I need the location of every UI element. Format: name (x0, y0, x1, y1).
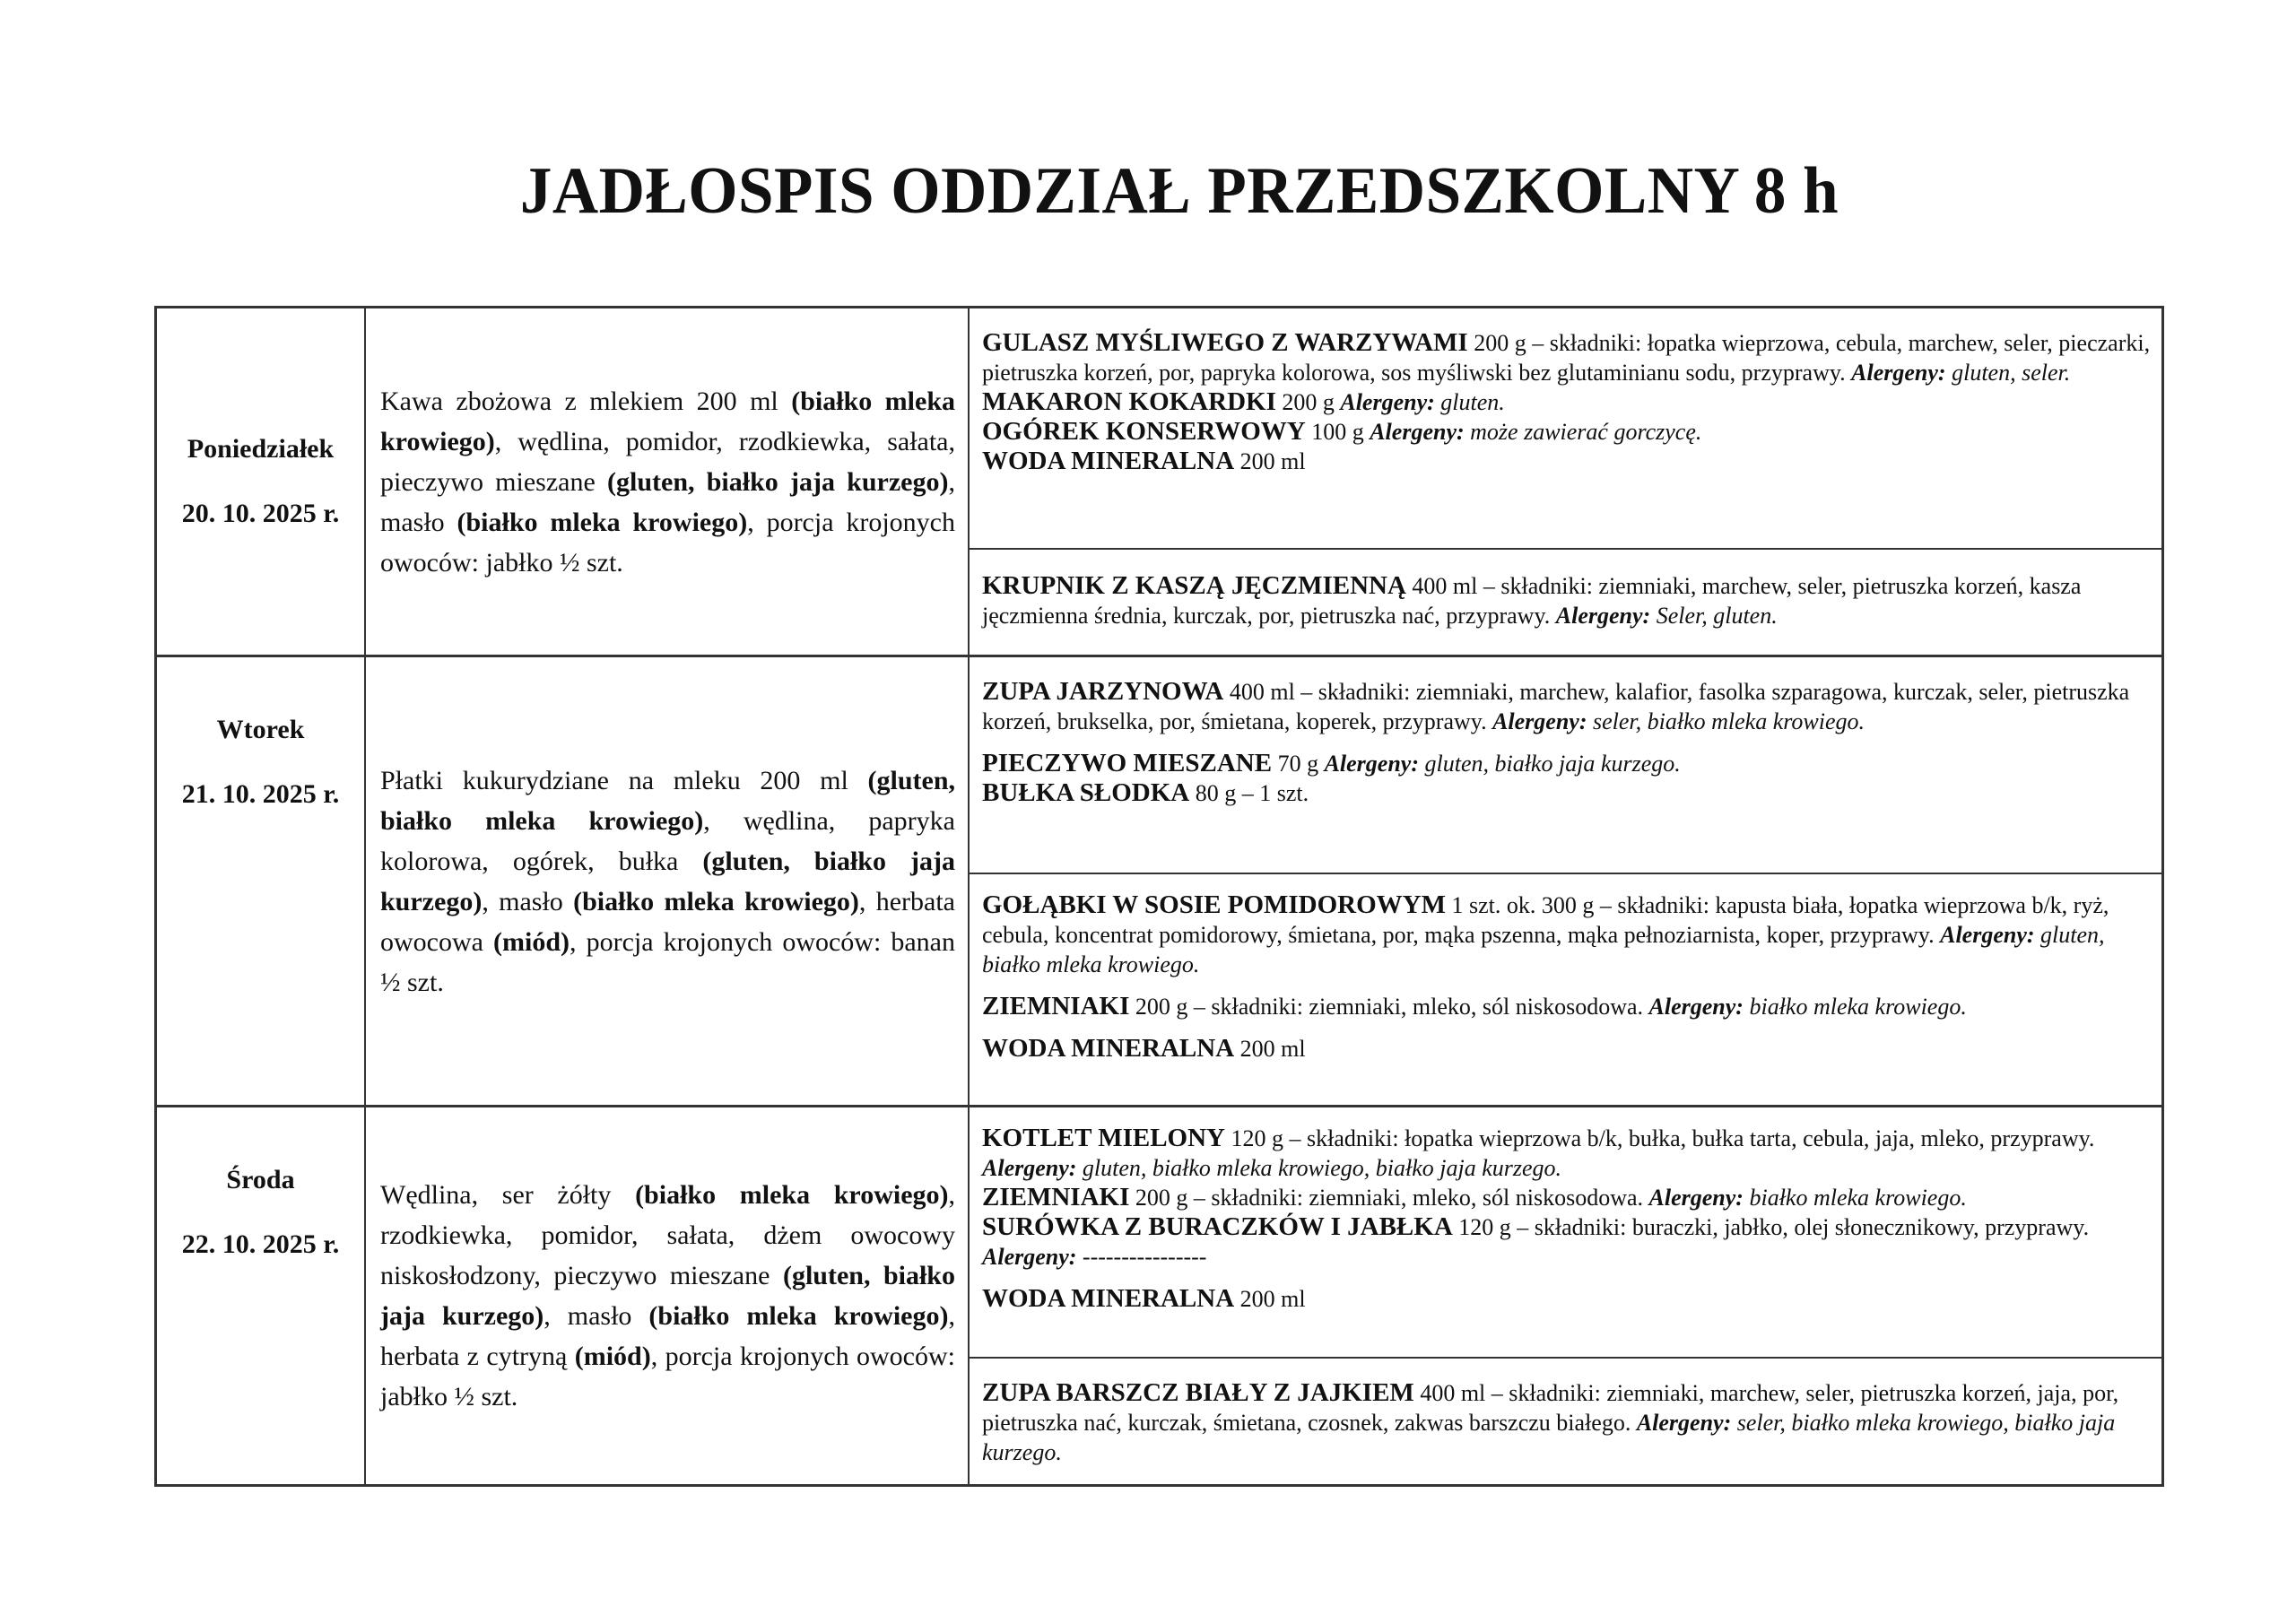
allergen-label: Alergeny: (982, 1155, 1077, 1181)
day-row-wednesday (157, 1107, 2161, 1484)
allergen-label: Alergeny: (1636, 1410, 1732, 1436)
dish-details: 200 g – składniki: ziemniaki, mleko, sól niskosodowa. (1129, 994, 1649, 1020)
day-cell (157, 657, 366, 1105)
dish-name: ZIEMNIAKI (982, 1183, 1130, 1211)
breakfast-item: , masło (380, 466, 955, 537)
dish-entry (982, 387, 2152, 417)
breakfast-cell (366, 657, 970, 1105)
allergen-note: (miód) (574, 1342, 651, 1371)
dish-allergens: Alergeny: gluten, białko mleka krowiego. (982, 922, 2105, 977)
dish-details: 200 g (1275, 389, 1341, 415)
dish-details: 120 g – składniki: buraczki, jabłko, olej słonecznikowy, przyprawy. (1452, 1214, 2090, 1240)
day-name: Środa (226, 1165, 295, 1194)
dish-details: 1 szt. ok. 300 g – składniki: kapusta biała, łopatka wieprzowa b/k, ryż, cebula, koncentrat pomidorowy, śmietana, por, mąka pszenna, mąka pełnoziarnista, koper, przyprawy. (982, 892, 2109, 948)
dish-name: WODA MINERALNA (982, 447, 1235, 475)
dish-entry (982, 447, 2152, 476)
dish-entry (982, 328, 2152, 387)
dish-allergens: Alergeny: ---------------- (982, 1244, 1207, 1270)
dish-entry (982, 992, 2152, 1021)
allergen-note: (gluten, białko mleka krowiego) (380, 765, 955, 836)
dish-details: 400 ml – składniki: ziemniaki, marchew, seler, pietruszka korzeń, jaja, por, pietruszka nać, kurczak, śmietana, czosnek, zakwas barszczu białego. (982, 1380, 2119, 1436)
dish-details: 100 g (1305, 419, 1370, 445)
allergen-note: (miód) (493, 926, 570, 957)
breakfast-item: , wędlina, papryka kolorowa, ogórek, bułka (380, 805, 955, 876)
dish-allergens: Alergeny: gluten, białko jaja kurzego. (1324, 751, 1681, 777)
page-title: JADŁOSPIS ODDZIAŁ PRZEDSZKOLNY 8 h (519, 154, 1839, 228)
allergen-note: (białko mleka krowiego) (648, 1301, 949, 1331)
dish-name: MAKARON KOKARDKI (982, 387, 1276, 416)
dish-details: 120 g – składniki: łopatka wieprzowa b/k, bułka, bułka tarta, cebula, jaja, mleko, przyprawy. (1225, 1125, 2095, 1151)
dish-name: KRUPNIK Z KASZĄ JĘCZMIENNĄ (982, 571, 1406, 600)
dish-entry (982, 1378, 2152, 1467)
allergen-label: Alergeny: (1340, 389, 1435, 415)
breakfast-text (380, 760, 955, 1003)
day-row-tuesday (157, 657, 2161, 1107)
lunch-cell (970, 1107, 2161, 1484)
dish-name: OGÓREK KONSERWOWY (982, 417, 1306, 446)
day-date: 21. 10. 2025 r. (181, 779, 340, 809)
dish-name: ZIEMNIAKI (982, 992, 1130, 1020)
dish-allergens: Alergeny: seler, białko mleka krowiego. (1492, 708, 1866, 734)
allergen-note: (gluten, białko jaja kurzego) (380, 846, 955, 916)
dish-entry (982, 571, 2152, 630)
dish-details: 80 g – 1 szt. (1189, 780, 1309, 806)
breakfast-item: Wędlina, ser żółty (380, 1180, 636, 1210)
allergen-note: (białko mleka krowiego) (573, 886, 859, 916)
breakfast-item: , masło (544, 1301, 649, 1331)
breakfast-item: , herbata z cytryną (380, 1301, 955, 1371)
dish-name: BUŁKA SŁODKA (982, 778, 1190, 807)
allergen-note: (białko mleka krowiego) (457, 507, 748, 537)
dish-details: 200 ml (1234, 1286, 1306, 1312)
breakfast-cell (366, 308, 970, 655)
lunch-block (970, 550, 2161, 655)
dish-entry (982, 417, 2152, 447)
allergen-label: Alergeny: (1324, 751, 1419, 777)
allergen-label: Alergeny: (1370, 419, 1465, 445)
allergen-label: Alergeny: (1940, 922, 2035, 948)
dish-name: PIECZYWO MIESZANE (982, 749, 1273, 777)
dish-entry (982, 1284, 2152, 1314)
dish-allergens: Alergeny: gluten, seler. (1851, 360, 2071, 386)
dish-allergens: Alergeny: Seler, gluten. (1555, 603, 1778, 629)
dish-entry (982, 1034, 2152, 1064)
dish-allergens: Alergeny: gluten. (1340, 389, 1505, 415)
allergen-label: Alergeny: (1648, 1185, 1744, 1211)
dish-details: 200 ml (1234, 448, 1306, 474)
allergen-note: (białko mleka krowiego) (380, 386, 956, 456)
dish-details: 200 ml (1234, 1036, 1306, 1062)
dish-allergens: Alergeny: białko mleka krowiego. (1648, 1185, 1967, 1211)
dish-details: 400 ml – składniki: ziemniaki, marchew, seler, pietruszka korzeń, kasza jęczmienna średnia, kurczak, por, pietruszka nać, przyprawy. (982, 573, 2082, 629)
dish-name: KOTLET MIELONY (982, 1124, 1225, 1152)
breakfast-item: , wędlina, pomidor, rzodkiewka, sałata, pieczywo mieszane (380, 426, 955, 497)
breakfast-item: , rzodkiewka, pomidor, sałata, dżem owocowy niskosłodzony, pieczywo mieszane (380, 1180, 955, 1290)
dish-entry (982, 1124, 2152, 1183)
dish-entry (982, 890, 2152, 979)
breakfast-text (380, 381, 955, 583)
breakfast-item: , porcja krojonych owoców: banan ½ szt. (380, 926, 955, 997)
dish-details: 70 g (1272, 751, 1325, 777)
dish-entry (982, 778, 2152, 808)
lunch-block (970, 1107, 2161, 1359)
allergen-label: Alergeny: (1492, 708, 1587, 734)
dish-entry (982, 749, 2152, 778)
dish-name: SURÓWKA Z BURACZKÓW I JABŁKA (982, 1212, 1453, 1241)
dish-details: 400 ml – składniki: ziemniaki, marchew, kalafior, fasolka szparagowa, kurczak, seler, pietruszka korzeń, brukselka, por, śmietana, koperek, przyprawy. (982, 679, 2130, 734)
breakfast-item: , porcja krojonych owoców: jabłko ½ szt. (380, 1342, 955, 1411)
lunch-block (970, 308, 2161, 550)
dish-name: ZUPA JARZYNOWA (982, 677, 1224, 706)
dish-name: WODA MINERALNA (982, 1034, 1235, 1063)
dish-details: 200 g – składniki: ziemniaki, mleko, sól niskosodowa. (1129, 1185, 1649, 1211)
allergen-label: Alergeny: (982, 1244, 1077, 1270)
allergen-label: Alergeny: (1648, 994, 1744, 1020)
day-date: 20. 10. 2025 r. (181, 499, 340, 528)
lunch-block (970, 1359, 2161, 1484)
menu-table (154, 306, 2164, 1487)
allergen-note: (białko mleka krowiego) (635, 1180, 949, 1210)
dish-allergens: Alergeny: seler, białko mleka krowiego, białko jaja kurzego. (982, 1410, 2116, 1465)
day-cell (157, 1107, 366, 1484)
breakfast-cell (366, 1107, 970, 1484)
dish-name: GOŁĄBKI W SOSIE POMIDOROWYM (982, 890, 1446, 919)
breakfast-item: Płatki kukurydziane na mleku 200 ml (380, 765, 868, 795)
day-name: Poniedziałek (187, 434, 335, 464)
lunch-cell (970, 308, 2161, 655)
dish-entry (982, 1183, 2152, 1212)
breakfast-item: Kawa zbożowa z mlekiem 200 ml (380, 386, 792, 416)
allergen-label: Alergeny: (1555, 603, 1651, 629)
dish-entry (982, 1212, 2152, 1272)
dish-name: WODA MINERALNA (982, 1284, 1235, 1313)
day-cell (157, 308, 366, 655)
dish-details: 200 g – składniki: łopatka wieprzowa, cebula, marchew, seler, pieczarki, pietruszka korzeń, por, papryka kolorowa, sos myśliwski bez glutaminianu sodu, przyprawy. (982, 330, 2151, 386)
dish-entry (982, 677, 2152, 736)
lunch-block (970, 874, 2161, 1105)
day-name: Wtorek (216, 715, 305, 744)
breakfast-item: , herbata owocowa (380, 886, 955, 957)
dish-allergens: Alergeny: gluten, białko mleka krowiego, białko jaja kurzego. (982, 1155, 1562, 1181)
breakfast-text (380, 1175, 955, 1417)
lunch-block (970, 657, 2161, 874)
dish-name: ZUPA BARSZCZ BIAŁY Z JAJKIEM (982, 1378, 1414, 1407)
day-row-monday (157, 308, 2161, 657)
day-date: 22. 10. 2025 r. (181, 1229, 340, 1259)
allergen-label: Alergeny: (1851, 360, 1946, 386)
allergen-note: (gluten, białko jaja kurzego) (380, 1261, 955, 1331)
dish-name: GULASZ MYŚLIWEGO Z WARZYWAMI (982, 328, 1468, 357)
breakfast-item: , masło (482, 886, 574, 916)
lunch-cell (970, 657, 2161, 1105)
dish-allergens: Alergeny: białko mleka krowiego. (1648, 994, 1967, 1020)
breakfast-item: , porcja krojonych owoców: jabłko ½ szt. (380, 507, 955, 578)
allergen-note: (gluten, białko jaja kurzego) (607, 466, 949, 497)
dish-allergens: Alergeny: może zawierać gorczycę. (1370, 419, 1702, 445)
